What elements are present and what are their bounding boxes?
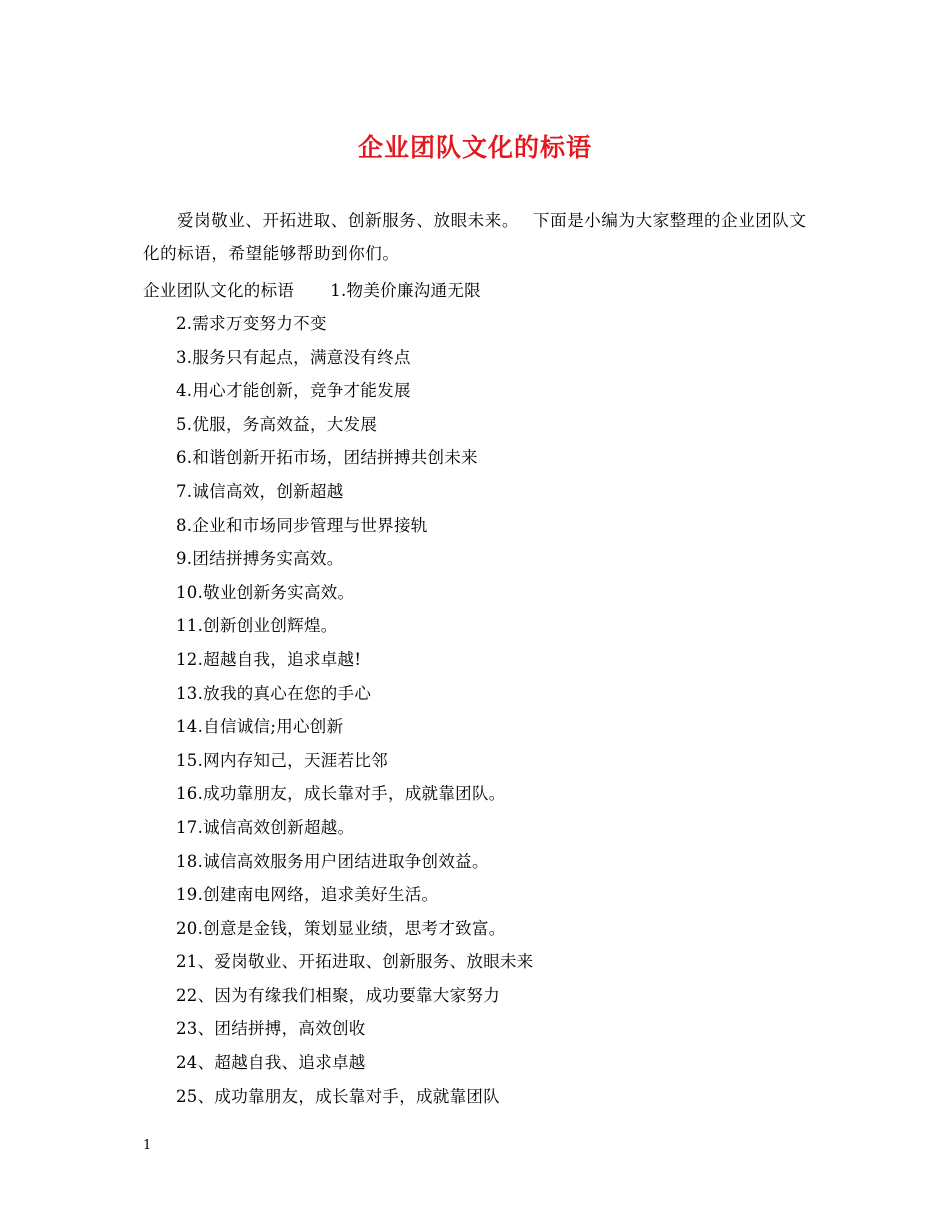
slogan-item: 10.敬业创新务实高效。 xyxy=(176,582,355,602)
intro-paragraph xyxy=(143,204,813,270)
slogan-item: 2.需求万变努力不变 xyxy=(176,314,327,333)
slogan-item: 11.创新创业创辉煌。 xyxy=(176,616,338,636)
slogan-item: 25、成功靠朋友，成长靠对手，成就靠团队 xyxy=(176,1086,500,1106)
slogan-item: 21、爱岗敬业、开拓进取、创新服务、放眼未来 xyxy=(176,952,534,972)
slogan-item: 1.物美价廉沟通无限 xyxy=(330,281,481,300)
slogan-item: 24、超越自我、追求卓越 xyxy=(176,1053,366,1073)
slogan-item: 8.企业和市场同步管理与世界接轨 xyxy=(176,515,428,535)
slogan-item: 19.创建南电网络，追求美好生活。 xyxy=(176,885,439,905)
slogan-item: 9.团结拼搏务实高效。 xyxy=(176,549,344,569)
slogan-item: 16.成功靠朋友，成长靠对手，成就靠团队。 xyxy=(176,784,506,804)
slogan-item: 6.和谐创新开拓市场，团结拼搏共创未来 xyxy=(176,448,478,468)
intro-text-part1: 爱岗敬业、开拓进取、创新服务、放眼未来。 xyxy=(177,211,519,230)
slogan-item: 3.服务只有起点，满意没有终点 xyxy=(176,347,411,367)
document-title: 企业团队文化的标语 xyxy=(357,133,592,162)
slogan-item: 23、团结拼搏，高效创收 xyxy=(176,1019,366,1039)
slogan-item: 13.放我的真心在您的手心 xyxy=(176,683,372,703)
slogan-item: 5.优服，务高效益，大发展 xyxy=(176,414,378,434)
slogan-item: 4.用心才能创新，竞争才能发展 xyxy=(176,381,411,401)
slogan-item: 12.超越自我，追求卓越! xyxy=(176,649,362,669)
slogan-list xyxy=(176,307,534,1113)
slogan-item: 20.创意是金钱，策划显业绩，思考才致富。 xyxy=(176,918,506,938)
page-number: 1 xyxy=(143,1138,152,1153)
section-lead-line xyxy=(143,274,481,307)
section-heading: 企业团队文化的标语 xyxy=(143,281,295,300)
intro-text-part2: 下面是小编为大家整理的企业团队文化的标语，希望能够帮助到你们。 xyxy=(143,211,807,263)
slogan-item: 15.网内存知己，天涯若比邻 xyxy=(176,750,388,770)
slogan-item: 7.诚信高效，创新超越 xyxy=(176,481,344,501)
slogan-item: 22、因为有缘我们相聚，成功要靠大家努力 xyxy=(176,985,500,1005)
slogan-item: 17.诚信高效创新超越。 xyxy=(176,817,355,837)
slogan-item: 18.诚信高效服务用户团结进取争创效益。 xyxy=(176,851,489,871)
slogan-item: 14.自信诚信;用心创新 xyxy=(176,717,344,737)
